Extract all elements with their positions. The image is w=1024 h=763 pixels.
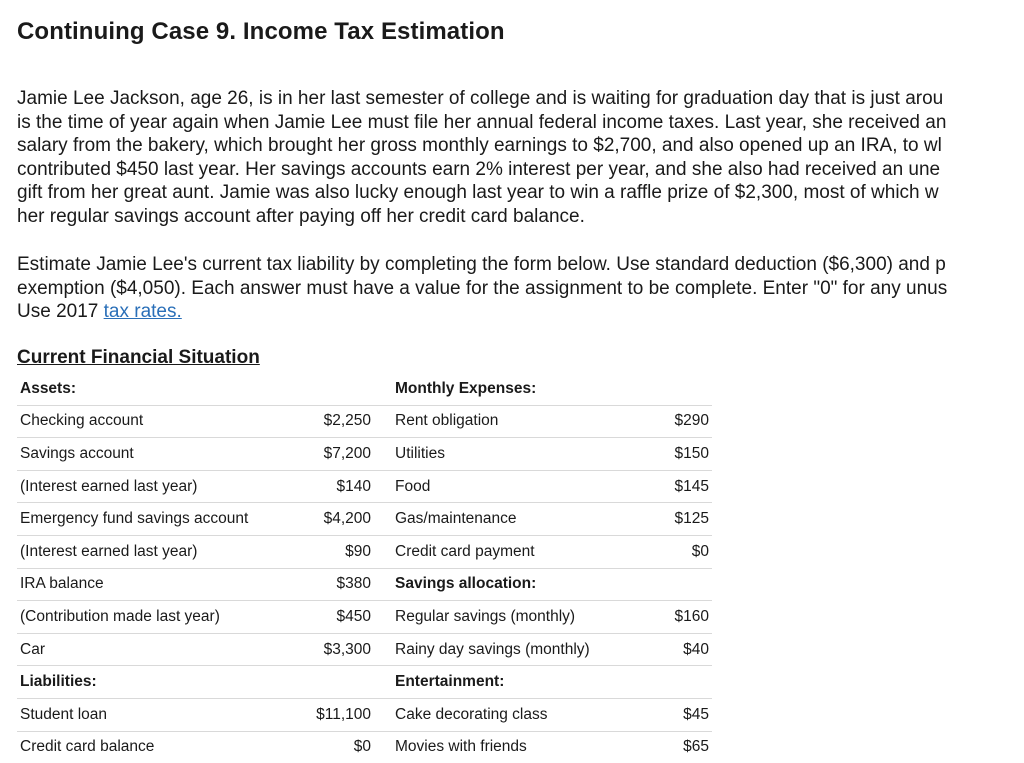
table-row bbox=[17, 373, 712, 405]
table-row bbox=[17, 568, 712, 601]
right-label: Gas/maintenance bbox=[377, 503, 636, 536]
right-value: $125 bbox=[636, 503, 712, 536]
right-label: Food bbox=[377, 470, 636, 503]
left-value: $4,200 bbox=[293, 503, 377, 536]
description-line: salary from the bakery, which brought her gross monthly earnings to $2,700, and also opened up an IRA, to wl bbox=[17, 135, 942, 157]
left-value bbox=[293, 373, 377, 405]
left-label: Car bbox=[17, 633, 293, 666]
right-label: Utilities bbox=[377, 438, 636, 471]
description-line: her regular savings account after paying off her credit card balance. bbox=[17, 205, 585, 227]
left-label: Savings account bbox=[17, 438, 293, 471]
left-label: Liabilities: bbox=[17, 666, 293, 699]
left-label: (Contribution made last year) bbox=[17, 601, 293, 634]
table-row bbox=[17, 438, 712, 471]
case-description bbox=[17, 87, 946, 229]
right-value: $160 bbox=[636, 601, 712, 634]
table-row bbox=[17, 405, 712, 438]
left-label: IRA balance bbox=[17, 568, 293, 601]
description-line: Jamie Lee Jackson, age 26, is in her last semester of college and is waiting for graduation day that is just arou bbox=[17, 88, 944, 109]
left-value: $3,300 bbox=[293, 633, 377, 666]
right-label: Movies with friends bbox=[395, 738, 527, 756]
right-label: Cake decorating class bbox=[377, 698, 636, 731]
financial-situation-table bbox=[17, 373, 712, 763]
left-label: (Interest earned last year) bbox=[17, 535, 293, 568]
tax-rates-link[interactable]: tax rates. bbox=[103, 301, 182, 323]
right-value: $145 bbox=[636, 470, 712, 503]
right-label: Credit card payment bbox=[377, 535, 636, 568]
description-line: is the time of year again when Jamie Lee must file her annual federal income taxes. Last year, she received an bbox=[17, 111, 947, 133]
right-label: Entertainment: bbox=[377, 666, 636, 699]
right-value: $45 bbox=[636, 698, 712, 731]
description-line: contributed $450 last year. Her savings accounts earn 2% interest per year, and she also had received an une bbox=[17, 158, 941, 180]
left-value: $0 bbox=[353, 738, 371, 756]
right-value: $290 bbox=[636, 405, 712, 438]
instructions-prefix: Use 2017 bbox=[17, 301, 104, 323]
table-row bbox=[17, 601, 712, 634]
instructions-line: exemption ($4,050). Each answer must have a value for the assignment to be complete. Enter "0" for any unus bbox=[17, 277, 948, 299]
right-value: $0 bbox=[636, 535, 712, 568]
left-label: Student loan bbox=[17, 698, 293, 731]
right-value bbox=[636, 373, 712, 405]
table-row bbox=[17, 666, 712, 699]
right-label: Savings allocation: bbox=[377, 568, 636, 601]
table-row bbox=[17, 698, 712, 731]
right-value bbox=[636, 568, 712, 601]
left-label: Checking account bbox=[17, 405, 293, 438]
left-value: $90 bbox=[293, 535, 377, 568]
left-value: $380 bbox=[293, 568, 377, 601]
right-label: Rainy day savings (monthly) bbox=[377, 633, 636, 666]
left-value bbox=[293, 666, 377, 699]
left-value: $7,200 bbox=[293, 438, 377, 471]
right-value: $65 bbox=[683, 738, 709, 756]
table-row bbox=[17, 731, 712, 763]
left-value: $11,100 bbox=[293, 698, 377, 731]
left-label: Emergency fund savings account bbox=[17, 503, 293, 536]
right-value bbox=[636, 666, 712, 699]
right-label: Rent obligation bbox=[377, 405, 636, 438]
table-row bbox=[17, 633, 712, 666]
left-value: $2,250 bbox=[293, 405, 377, 438]
left-label: (Interest earned last year) bbox=[17, 470, 293, 503]
page-title: Continuing Case 9. Income Tax Estimation bbox=[17, 18, 505, 45]
instructions-line bbox=[17, 300, 947, 324]
left-label: Assets: bbox=[17, 373, 293, 405]
left-value: $450 bbox=[293, 601, 377, 634]
right-value: $150 bbox=[636, 438, 712, 471]
table-row bbox=[17, 503, 712, 536]
table-row bbox=[17, 535, 712, 568]
section-title: Current Financial Situation bbox=[17, 347, 260, 368]
left-label: Credit card balance bbox=[20, 738, 155, 756]
left-value: $140 bbox=[293, 470, 377, 503]
instructions bbox=[17, 253, 947, 324]
right-label: Monthly Expenses: bbox=[377, 373, 636, 405]
right-value: $40 bbox=[636, 633, 712, 666]
table-row bbox=[17, 470, 712, 503]
instructions-line: Estimate Jamie Lee's current tax liability by completing the form below. Use standard deduction ($6,300) and p bbox=[17, 254, 946, 275]
right-label: Regular savings (monthly) bbox=[377, 601, 636, 634]
description-line: gift from her great aunt. Jamie was also lucky enough last year to win a raffle prize of $2,300, most of which w bbox=[17, 182, 939, 204]
